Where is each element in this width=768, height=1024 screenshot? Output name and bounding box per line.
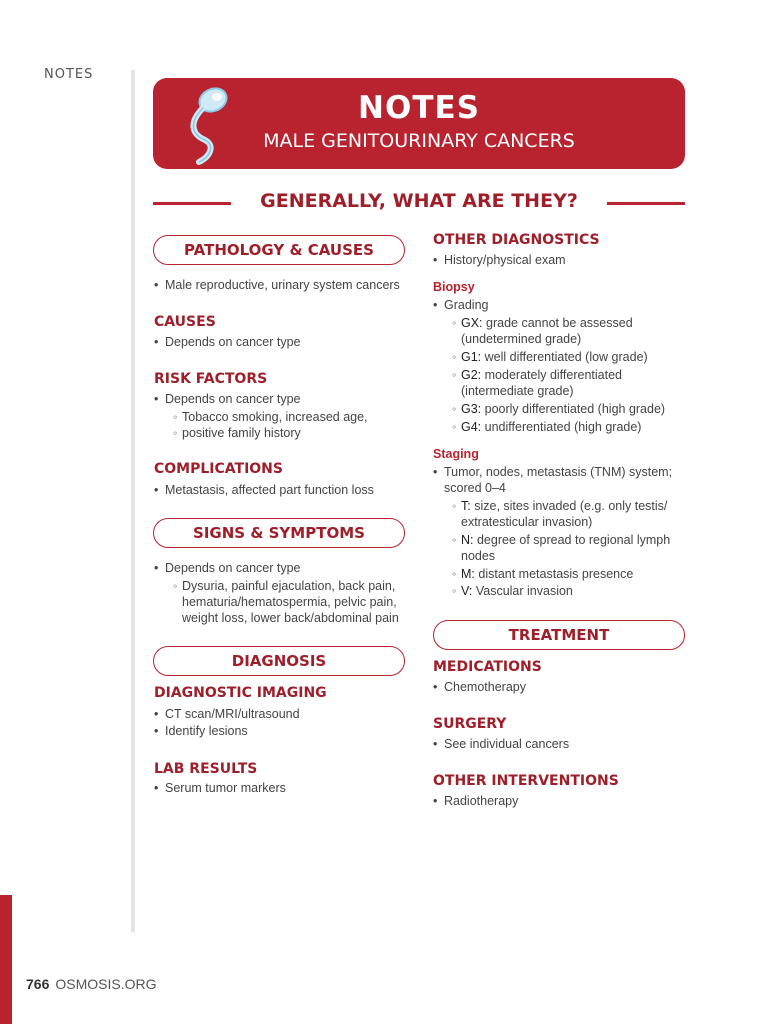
causes-heading: CAUSES — [154, 314, 216, 330]
biopsy-bullet: • Grading — [433, 297, 488, 313]
risk-heading: RISK FACTORS — [154, 371, 268, 387]
stage-v-text: Vascular invasion — [475, 584, 573, 598]
page-number: 766 — [26, 976, 50, 992]
grade-g1-label: G1: — [461, 350, 482, 364]
grade-g4-label: G4: — [461, 420, 482, 434]
imaging-bullet-2: • Identify lesions — [154, 723, 248, 739]
stage-t — [452, 498, 667, 514]
stage-t-label: T: — [461, 499, 471, 513]
risk-subbullet: ◦ Tobacco smoking, increased age, — [173, 409, 368, 425]
section-title: GENERALLY, WHAT ARE THEY? — [260, 190, 578, 212]
grade-g3-text: poorly differentiated (high grade) — [484, 402, 666, 416]
signs-pill: SIGNS & SYMPTOMS — [153, 518, 405, 548]
surgery-heading: SURGERY — [433, 716, 507, 732]
grade-g4 — [452, 419, 641, 435]
staging-bullet-cont: scored 0–4 — [444, 481, 506, 495]
diagnosis-pill: DIAGNOSIS — [153, 646, 405, 676]
medications-bullet: • Chemotherapy — [433, 679, 526, 695]
grade-g3-label: G3: — [461, 402, 482, 416]
stage-t-text: size, sites invaded (e.g. only testis/ — [474, 499, 668, 513]
medications-heading: MEDICATIONS — [433, 659, 542, 675]
risk-bullet: • Depends on cancer type — [154, 391, 301, 407]
grade-g2 — [452, 367, 622, 383]
stage-n-cont: nodes — [461, 549, 496, 563]
signs-bullet: • Depends on cancer type — [154, 560, 301, 576]
stage-n-text: degree of spread to regional lymph — [476, 533, 671, 547]
risk-subbullet-line2: positive family history — [182, 426, 301, 440]
stage-t-cont: extratesticular invasion) — [461, 515, 593, 529]
grade-gx-label: GX: — [461, 316, 483, 330]
imaging-heading: DIAGNOSTIC IMAGING — [154, 685, 327, 701]
lab-bullet: • Serum tumor markers — [154, 780, 286, 796]
grade-gx-text: grade cannot be assessed — [486, 316, 633, 330]
signs-subbullet-line3: weight loss, lower back/abdominal pain — [182, 611, 399, 625]
grade-g2-cont: (intermediate grade) — [461, 384, 574, 398]
other-dx-heading: OTHER DIAGNOSTICS — [433, 232, 600, 248]
grade-g2-text: moderately differentiated — [484, 368, 622, 382]
page-edge-strip — [0, 895, 12, 1024]
lab-heading: LAB RESULTS — [154, 761, 258, 777]
imaging-bullet-1: • CT scan/MRI/ultrasound — [154, 706, 300, 722]
page-footer — [26, 976, 156, 992]
banner-subtitle: MALE GENITOURINARY CANCERS — [263, 130, 575, 152]
banner-title: NOTES — [358, 90, 480, 126]
other-interventions-heading: OTHER INTERVENTIONS — [433, 773, 619, 789]
biopsy-heading: Biopsy — [433, 280, 475, 294]
stage-m-text: distant metastasis presence — [478, 567, 634, 581]
surgery-bullet: • See individual cancers — [433, 736, 569, 752]
grade-g3 — [452, 401, 665, 417]
grade-g1 — [452, 349, 648, 365]
complications-bullet: • Metastasis, affected part function loss — [154, 482, 374, 498]
header-rule-right — [607, 202, 685, 205]
grade-g1-text: well differentiated (low grade) — [484, 350, 648, 364]
other-dx-bullet: • History/physical exam — [433, 252, 566, 268]
grade-gx-cont: (undetermined grade) — [461, 332, 582, 346]
treatment-pill: TREATMENT — [433, 620, 685, 650]
site-name: OSMOSIS.ORG — [55, 976, 157, 992]
stage-m — [452, 566, 633, 582]
pathology-bullet: • Male reproductive, urinary system cancers — [154, 277, 400, 293]
stage-m-label: M: — [461, 567, 475, 581]
margin-notes-label: NOTES — [44, 67, 94, 82]
title-banner — [153, 78, 685, 169]
stage-v-label: V: — [461, 584, 473, 598]
complications-heading: COMPLICATIONS — [154, 461, 283, 477]
staging-heading: Staging — [433, 447, 479, 461]
grade-g4-text: undifferentiated (high grade) — [484, 420, 642, 434]
stage-n-label: N: — [461, 533, 474, 547]
grade-gx — [452, 315, 633, 331]
signs-subbullet-line2: hematuria/hematospermia, pelvic pain, — [182, 595, 397, 609]
causes-bullet: • Depends on cancer type — [154, 334, 301, 350]
other-interventions-bullet: • Radiotherapy — [433, 793, 518, 809]
vertical-divider — [131, 70, 135, 932]
grade-g2-label: G2: — [461, 368, 482, 382]
staging-bullet: • Tumor, nodes, metastasis (TNM) system; — [433, 464, 672, 480]
section-header — [153, 188, 685, 218]
pathology-pill: PATHOLOGY & CAUSES — [153, 235, 405, 265]
risk-subbullet-cont — [173, 425, 301, 441]
signs-subbullet: ◦ Dysuria, painful ejaculation, back pain, — [173, 578, 395, 594]
stage-n — [452, 532, 670, 548]
stage-v — [452, 583, 573, 599]
